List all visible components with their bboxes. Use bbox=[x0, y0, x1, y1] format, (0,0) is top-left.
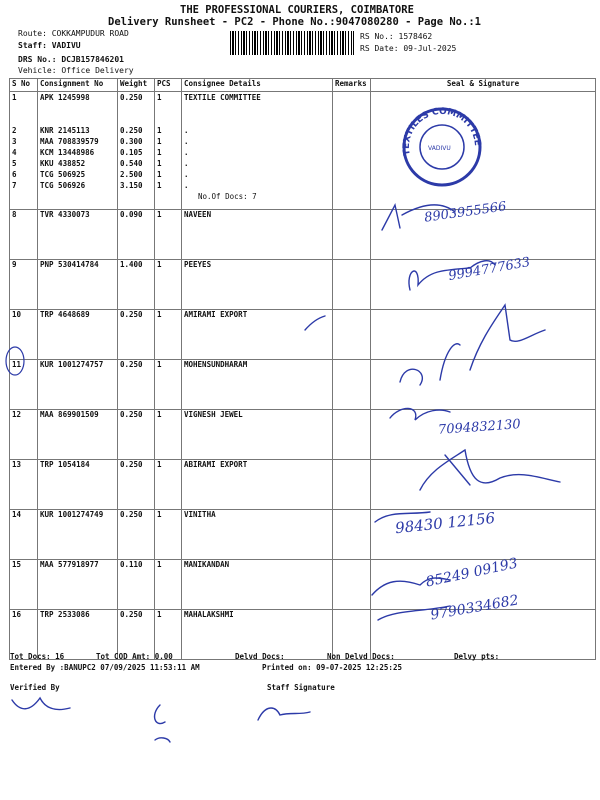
consignee-name: NAVEEN bbox=[182, 210, 333, 260]
svg-text:TEXTILES COMMITTEE: TEXTILES COMMITTEE bbox=[401, 106, 483, 157]
verified-by-label: Verified By bbox=[10, 683, 60, 692]
consignment-no: MAA 577918977 bbox=[38, 560, 118, 610]
consignment-no: KCM 13448986 bbox=[40, 148, 95, 157]
table-row: 16 TRP 2533086 0.250 1 MAHALAKSHMI bbox=[10, 610, 596, 660]
col-weight: Weight bbox=[118, 79, 155, 92]
table-row: 1 2 3 4 5 6 7 APK 1245998 KNR 2145113 MAA 708839579 KCM 13448986 KKU 438852 TCG 506925 TCG 506926 0.250 0.250 0.300 0.105 0.540 2.500 3.150 1 1 1 1 1 1 1 TEXTILE COMMITTEE . . . . . . No.Of Docs: 7 bbox=[10, 92, 596, 210]
table-row: 12 MAA 869901509 0.250 1 VIGNESH JEWEL bbox=[10, 410, 596, 460]
handwritten-phone: 8903955566 bbox=[423, 199, 508, 226]
col-pcs: PCS bbox=[155, 79, 182, 92]
staff-text: Staff: VADIVU bbox=[18, 41, 81, 50]
table-row: 11 KUR 1001274757 0.250 1 MOHENSUNDHARAM bbox=[10, 360, 596, 410]
route-text: Route: COKKAMPUDUR ROAD bbox=[18, 29, 129, 38]
consignee-name: AMIRAMI EXPORT bbox=[182, 310, 333, 360]
entered-by: Entered By :BANUPC2 07/09/2025 11:53:11 AM bbox=[10, 663, 200, 672]
handwritten-phone: 9790334682 bbox=[429, 592, 520, 624]
table-row: 14 KUR 1001274749 0.250 1 VINITHA bbox=[10, 510, 596, 560]
company-title: THE PROFESSIONAL COURIERS, COIMBATORE bbox=[180, 4, 414, 16]
col-sno: S No bbox=[10, 79, 38, 92]
consignment-no: TCG 506925 bbox=[40, 170, 86, 179]
col-seal: Seal & Signature bbox=[371, 79, 596, 92]
consignment-no: TVR 4330073 bbox=[38, 210, 118, 260]
handwritten-phone: 98430 12156 bbox=[394, 508, 496, 538]
consignment-no: TCG 506926 bbox=[40, 181, 86, 190]
table-row: 9 PNP 530414784 1.400 1 PEEYES bbox=[10, 260, 596, 310]
handwritten-phone: 85249 09193 bbox=[424, 555, 520, 591]
docs-count: No.Of Docs: 7 bbox=[198, 192, 257, 201]
remarks-cell bbox=[333, 92, 371, 210]
svg-text:VADIVU: VADIVU bbox=[428, 145, 451, 152]
consignee-name: MAHALAKSHMI bbox=[182, 610, 333, 660]
consignee-name: VINITHA bbox=[182, 510, 333, 560]
consignee-name: MANIKANDAN bbox=[182, 560, 333, 610]
rs-number: RS No.: 1578462 bbox=[360, 32, 433, 41]
runsheet-subtitle: Delivery Runsheet - PC2 - Phone No.:9047080280 - Page No.:1 bbox=[108, 16, 481, 28]
delivery-points: Delvy pts: bbox=[454, 652, 500, 661]
consignment-no: KKU 438852 bbox=[40, 159, 86, 168]
col-remarks: Remarks bbox=[333, 79, 371, 92]
handwritten-phone: 9994777633 bbox=[447, 254, 532, 285]
consignment-no: PNP 530414784 bbox=[38, 260, 118, 310]
consignment-no: TRP 2533086 bbox=[38, 610, 118, 660]
consignment-no: KNR 2145113 bbox=[40, 126, 90, 135]
row-circle-mark bbox=[4, 345, 26, 377]
total-docs: Tot Docs: 16 bbox=[10, 652, 65, 661]
table-row: 15 MAA 577918977 0.110 1 MANIKANDAN bbox=[10, 560, 596, 610]
table-row: 8 TVR 4330073 0.090 1 NAVEEN bbox=[10, 210, 596, 260]
table-row: 13 TRP 1054184 0.250 1 ABIRAMI EXPORT bbox=[10, 460, 596, 510]
staff-signature-label: Staff Signature bbox=[267, 683, 335, 692]
consignee-name: MOHENSUNDHARAM bbox=[182, 360, 333, 410]
drs-number: DRS No.: DCJB157846201 bbox=[18, 55, 124, 64]
consignment-no: TRP 1054184 bbox=[38, 460, 118, 510]
consignee-name: ABIRAMI EXPORT bbox=[182, 460, 333, 510]
consignment-no: KUR 1001274749 bbox=[38, 510, 118, 560]
consignee-name: PEEYES bbox=[182, 260, 333, 310]
handwritten-phone: 7094832130 bbox=[437, 417, 522, 438]
consignment-no: TRP 4648689 bbox=[38, 310, 118, 360]
table-header-row bbox=[10, 79, 596, 92]
consignment-no: KUR 1001274757 bbox=[38, 360, 118, 410]
barcode-image bbox=[230, 31, 354, 55]
textile-committee-seal bbox=[392, 100, 492, 195]
consignee-name: TEXTILE COMMITTEE bbox=[184, 93, 261, 102]
table-row: 10 TRP 4648689 0.250 1 AMIRAMI EXPORT bbox=[10, 310, 596, 360]
consignment-no: APK 1245998 bbox=[40, 93, 90, 102]
vehicle-text: Vehicle: Office Delivery bbox=[18, 66, 134, 75]
consignee-name: VIGNESH JEWEL bbox=[182, 410, 333, 460]
delivered-docs: Delvd Docs: bbox=[235, 652, 285, 661]
consignment-no: MAA 869901509 bbox=[38, 410, 118, 460]
col-consignment: Consignment No bbox=[38, 79, 118, 92]
printed-on: Printed on: 09-07-2025 12:25:25 bbox=[262, 663, 402, 672]
consignment-no: MAA 708839579 bbox=[40, 137, 99, 146]
non-delivered-docs: Non Delvd Docs: bbox=[327, 652, 395, 661]
total-cod: Tot COD Amt: 0.00 bbox=[96, 652, 173, 661]
rs-date: RS Date: 09-Jul-2025 bbox=[360, 44, 457, 53]
col-consignee: Consignee Details bbox=[182, 79, 333, 92]
